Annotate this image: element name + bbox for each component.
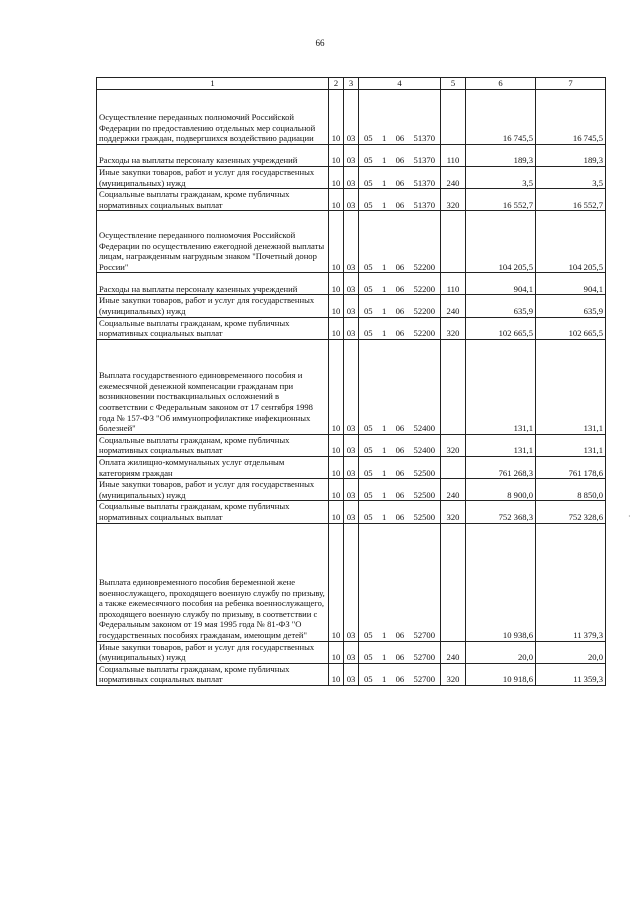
row-description: Расходы на выплаты персоналу казенных учреждений — [97, 145, 329, 167]
table-row — [97, 434, 606, 456]
expense-type-code — [441, 339, 466, 434]
row-description: Социальные выплаты гражданам, кроме публичных нормативных социальных выплат — [97, 317, 329, 339]
subsection-code: 03 — [344, 434, 359, 456]
expense-type-code: 240 — [441, 295, 466, 317]
code-part: 05 — [364, 261, 373, 272]
target-article-code — [359, 479, 441, 501]
target-article-code — [359, 211, 441, 273]
table-row — [97, 167, 606, 189]
code-part: 05 — [364, 467, 373, 478]
amount-col-7: 752 328,6 — [536, 501, 606, 523]
code-part: 05 — [364, 674, 373, 685]
subsection-code: 03 — [344, 663, 359, 685]
code-part: 51370 — [413, 177, 435, 188]
amount-col-6: 10 918,6 — [466, 663, 536, 685]
code-part: 06 — [395, 199, 405, 210]
expense-type-code: 320 — [441, 317, 466, 339]
code-part: 06 — [395, 467, 405, 478]
code-part: 1 — [381, 283, 387, 294]
code-part: 05 — [364, 177, 373, 188]
row-description: Оплата жилищно-коммунальных услуг отдельным категориям граждан — [97, 456, 329, 478]
code-part: 52500 — [413, 489, 435, 500]
amount-col-6: 752 368,3 — [466, 501, 536, 523]
subsection-code: 03 — [344, 501, 359, 523]
amount-col-7: 11 379,3 — [536, 523, 606, 641]
code-part: 06 — [395, 511, 405, 522]
subsection-code: 03 — [344, 456, 359, 478]
subsection-code: 03 — [344, 479, 359, 501]
code-part: 51370 — [413, 155, 435, 166]
code-part: 06 — [395, 445, 405, 456]
target-article-code — [359, 641, 441, 663]
code-part: 05 — [364, 305, 373, 316]
code-part: 1 — [381, 445, 387, 456]
target-article-code — [359, 434, 441, 456]
code-part: 52700 — [413, 652, 435, 663]
expense-type-code: 110 — [441, 273, 466, 295]
amount-col-6: 104 205,5 — [466, 211, 536, 273]
column-header: 3 — [344, 78, 359, 90]
subsection-code: 03 — [344, 211, 359, 273]
amount-col-6: 20,0 — [466, 641, 536, 663]
row-description: Иные закупки товаров, работ и услуг для государственных (муниципальных) нужд — [97, 167, 329, 189]
table-row — [97, 317, 606, 339]
row-description: Осуществление переданных полномочий Российской Федерации по предоставлению отдельных мер социальной поддержки граждан, подвергшихся воздействию радиации — [97, 90, 329, 145]
code-part: 05 — [364, 328, 373, 339]
expense-type-code: 240 — [441, 641, 466, 663]
target-article-code — [359, 339, 441, 434]
code-part: 06 — [395, 423, 405, 434]
amount-col-7: 11 359,3 — [536, 663, 606, 685]
amount-col-7: 761 178,6 — [536, 456, 606, 478]
table-row — [97, 456, 606, 478]
amount-col-6: 904,1 — [466, 273, 536, 295]
header-row — [97, 78, 606, 90]
code-part: 1 — [381, 261, 387, 272]
amount-col-6: 3,5 — [466, 167, 536, 189]
code-part: 52500 — [413, 511, 435, 522]
row-description: Выплата государственного единовременного пособия и ежемесячной денежной компенсации гражданам при возникновении поствакцинальных осложнений в соответствии с Федеральным законом от 17 сентября 1998 года № 157-ФЗ "Об иммунопрофилактике инфекционных болезней" — [97, 339, 329, 434]
section-code: 10 — [329, 211, 344, 273]
section-code: 10 — [329, 434, 344, 456]
row-description: Выплата единовременного пособия беременной жене военнослужащего, проходящего военную службу по призыву, а также ежемесячного пособия на ребенка военнослужащего, проходящего военную службу по призыву, в соответствии с Федеральным законом от 19 мая 1995 года № 81-ФЗ "О государственных пособиях гражданам, имеющим детей" — [97, 523, 329, 641]
amount-col-7: 189,3 — [536, 145, 606, 167]
row-description: Осуществление переданного полномочия Российской Федерации по осуществлению ежегодной денежной выплаты лицам, награжденным нагрудным знаком "Почетный донор России" — [97, 211, 329, 273]
section-code: 10 — [329, 663, 344, 685]
amount-col-6: 635,9 — [466, 295, 536, 317]
subsection-code: 03 — [344, 273, 359, 295]
row-description: Социальные выплаты гражданам, кроме публичных нормативных социальных выплат — [97, 663, 329, 685]
amount-col-6: 8 900,0 — [466, 479, 536, 501]
code-part: 1 — [381, 489, 387, 500]
code-part: 06 — [395, 261, 405, 272]
code-part: 05 — [364, 489, 373, 500]
amount-col-6: 131,1 — [466, 339, 536, 434]
code-part: 05 — [364, 155, 373, 166]
code-part: 1 — [381, 467, 387, 478]
section-code: 10 — [329, 479, 344, 501]
code-part: 06 — [395, 652, 405, 663]
code-part: 51370 — [413, 199, 435, 210]
expense-type-code: 320 — [441, 501, 466, 523]
subsection-code: 03 — [344, 339, 359, 434]
target-article-code — [359, 167, 441, 189]
amount-col-6: 189,3 — [466, 145, 536, 167]
row-description: Социальные выплаты гражданам, кроме публичных нормативных социальных выплат — [97, 434, 329, 456]
target-article-code — [359, 456, 441, 478]
page-number: 66 — [315, 38, 325, 48]
code-part: 06 — [395, 489, 405, 500]
code-part: 52400 — [413, 445, 435, 456]
expense-type-code: 320 — [441, 434, 466, 456]
section-code: 10 — [329, 501, 344, 523]
code-part: 1 — [381, 652, 387, 663]
code-part: 06 — [395, 283, 405, 294]
subsection-code: 03 — [344, 167, 359, 189]
table-row — [97, 90, 606, 145]
code-part: 52400 — [413, 423, 435, 434]
section-code: 10 — [329, 317, 344, 339]
amount-col-6: 131,1 — [466, 434, 536, 456]
code-part: 52700 — [413, 629, 435, 640]
code-part: 1 — [381, 423, 387, 434]
code-part: 52200 — [413, 283, 435, 294]
amount-col-7: 8 850,0 — [536, 479, 606, 501]
row-description: Иные закупки товаров, работ и услуг для государственных (муниципальных) нужд — [97, 295, 329, 317]
code-part: 1 — [381, 629, 387, 640]
code-part: 05 — [364, 629, 373, 640]
code-part: 05 — [364, 423, 373, 434]
code-part: 1 — [381, 511, 387, 522]
table-row — [97, 501, 606, 523]
column-header: 7 — [536, 78, 606, 90]
target-article-code — [359, 90, 441, 145]
amount-col-7: 16 552,7 — [536, 189, 606, 211]
amount-col-7: 131,1 — [536, 339, 606, 434]
code-part: 52700 — [413, 674, 435, 685]
expense-type-code: 240 — [441, 479, 466, 501]
code-part: 05 — [364, 652, 373, 663]
expense-type-code — [441, 90, 466, 145]
code-part: 06 — [395, 674, 405, 685]
expense-type-code — [441, 523, 466, 641]
column-header: 5 — [441, 78, 466, 90]
amount-col-7: 131,1 — [536, 434, 606, 456]
row-description: Социальные выплаты гражданам, кроме публичных нормативных социальных выплат — [97, 189, 329, 211]
section-code: 10 — [329, 273, 344, 295]
section-code: 10 — [329, 456, 344, 478]
section-code: 10 — [329, 145, 344, 167]
table-row — [97, 295, 606, 317]
amount-col-7: 904,1 — [536, 273, 606, 295]
column-header: 6 — [466, 78, 536, 90]
section-code: 10 — [329, 339, 344, 434]
section-code: 10 — [329, 167, 344, 189]
expense-type-code: 320 — [441, 189, 466, 211]
row-description: Иные закупки товаров, работ и услуг для государственных (муниципальных) нужд — [97, 641, 329, 663]
code-part: 1 — [381, 133, 387, 144]
table-row — [97, 663, 606, 685]
code-part: 1 — [381, 305, 387, 316]
section-code: 10 — [329, 523, 344, 641]
target-article-code — [359, 145, 441, 167]
row-description: Социальные выплаты гражданам, кроме публичных нормативных социальных выплат — [97, 501, 329, 523]
expense-type-code: 320 — [441, 663, 466, 685]
code-part: 06 — [395, 305, 405, 316]
expense-type-code: 110 — [441, 145, 466, 167]
target-article-code — [359, 501, 441, 523]
code-part: 1 — [381, 328, 387, 339]
target-article-code — [359, 189, 441, 211]
table-row — [97, 339, 606, 434]
scan-mark: · — [628, 512, 631, 521]
subsection-code: 03 — [344, 641, 359, 663]
column-header: 2 — [329, 78, 344, 90]
table-row — [97, 211, 606, 273]
code-part: 06 — [395, 155, 405, 166]
row-description: Расходы на выплаты персоналу казенных учреждений — [97, 273, 329, 295]
table-row — [97, 145, 606, 167]
code-part: 1 — [381, 199, 387, 210]
expense-type-code: 240 — [441, 167, 466, 189]
code-part: 1 — [381, 155, 387, 166]
code-part: 51370 — [413, 133, 435, 144]
expense-type-code — [441, 211, 466, 273]
column-header: 4 — [359, 78, 441, 90]
column-header: 1 — [97, 78, 329, 90]
code-part: 05 — [364, 133, 373, 144]
expense-type-code — [441, 456, 466, 478]
row-description: Иные закупки товаров, работ и услуг для государственных (муниципальных) нужд — [97, 479, 329, 501]
code-part: 52500 — [413, 467, 435, 478]
section-code: 10 — [329, 295, 344, 317]
code-part: 06 — [395, 629, 405, 640]
code-part: 06 — [395, 133, 405, 144]
subsection-code: 03 — [344, 295, 359, 317]
target-article-code — [359, 317, 441, 339]
target-article-code — [359, 663, 441, 685]
code-part: 52200 — [413, 305, 435, 316]
amount-col-6: 761 268,3 — [466, 456, 536, 478]
target-article-code — [359, 295, 441, 317]
subsection-code: 03 — [344, 145, 359, 167]
code-part: 05 — [364, 283, 373, 294]
section-code: 10 — [329, 641, 344, 663]
code-part: 52200 — [413, 261, 435, 272]
amount-col-7: 16 745,5 — [536, 90, 606, 145]
subsection-code: 03 — [344, 189, 359, 211]
amount-col-7: 102 665,5 — [536, 317, 606, 339]
subsection-code: 03 — [344, 523, 359, 641]
code-part: 05 — [364, 511, 373, 522]
code-part: 05 — [364, 199, 373, 210]
table-row — [97, 479, 606, 501]
amount-col-6: 16 745,5 — [466, 90, 536, 145]
budget-table — [96, 77, 606, 686]
amount-col-6: 102 665,5 — [466, 317, 536, 339]
amount-col-7: 635,9 — [536, 295, 606, 317]
amount-col-7: 104 205,5 — [536, 211, 606, 273]
table-row — [97, 523, 606, 641]
target-article-code — [359, 523, 441, 641]
section-code: 10 — [329, 189, 344, 211]
code-part: 1 — [381, 177, 387, 188]
code-part: 52200 — [413, 328, 435, 339]
code-part: 1 — [381, 674, 387, 685]
code-part: 06 — [395, 328, 405, 339]
table-row — [97, 641, 606, 663]
amount-col-7: 3,5 — [536, 167, 606, 189]
code-part: 06 — [395, 177, 405, 188]
amount-col-7: 20,0 — [536, 641, 606, 663]
section-code: 10 — [329, 90, 344, 145]
subsection-code: 03 — [344, 90, 359, 145]
amount-col-6: 10 938,6 — [466, 523, 536, 641]
table-body — [97, 90, 606, 686]
table-row — [97, 189, 606, 211]
code-part: 05 — [364, 445, 373, 456]
table-row — [97, 273, 606, 295]
subsection-code: 03 — [344, 317, 359, 339]
amount-col-6: 16 552,7 — [466, 189, 536, 211]
target-article-code — [359, 273, 441, 295]
